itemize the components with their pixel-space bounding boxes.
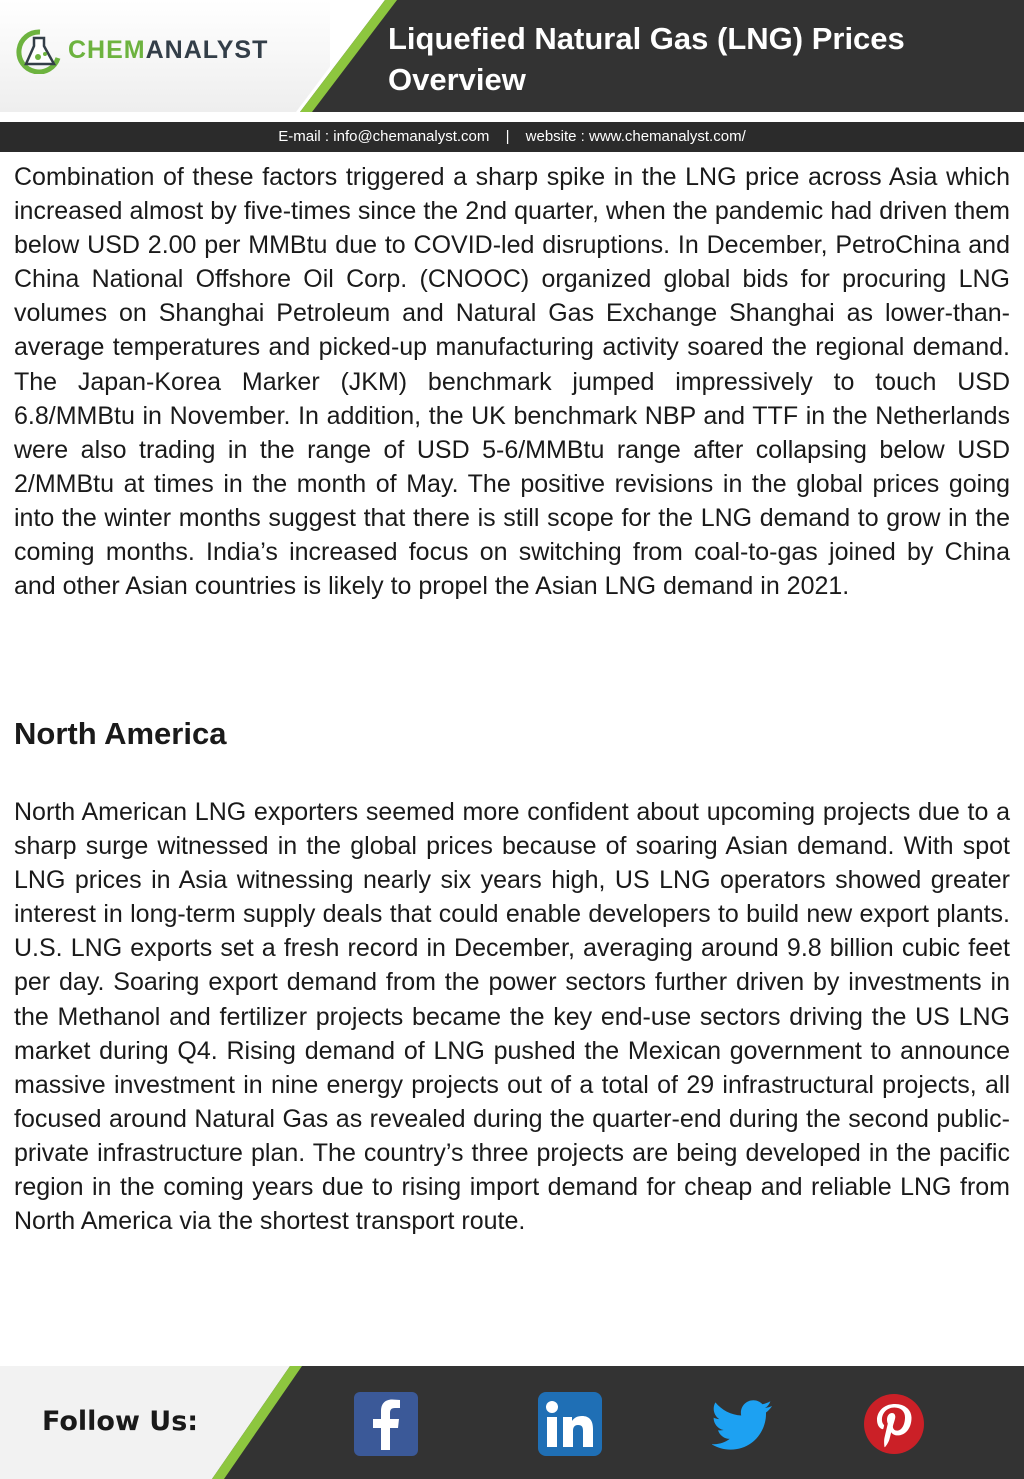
page-title: Liquefied Natural Gas (LNG) Prices Overview — [388, 21, 905, 97]
brand-logo[interactable] — [14, 26, 268, 74]
contact-bar — [0, 122, 1024, 152]
page-footer — [0, 1366, 1024, 1479]
follow-us-label: Follow Us: — [42, 1406, 199, 1437]
brand-name — [68, 36, 268, 65]
facebook-icon[interactable] — [354, 1392, 418, 1456]
linkedin-icon[interactable] — [538, 1392, 602, 1456]
paragraph-asia: Combination of these factors triggered a sharp spike in the LNG price across Asia which increased almost by five-times since the 2nd quarter, when the pandemic had driven them below USD 2.00 per MMBtu due to COVID-led disruptions. In December, PetroChina and China National Offshore Oil Corp. (CNOOC) organized global bids for procuring LNG volumes on Shanghai Petroleum and Natural Gas Exchange Shanghai as lower-than-average temperatures and picked-up manufacturing activity soared the regional demand. The Japan-Korea Marker (JKM) benchmark jumped impressively to touch USD 6.8/MMBtu in November. In addition, the UK benchmark NBP and TTF in the Netherlands were also trading in the range of USD 5-6/MMBtu range after collapsing below USD 2/MMBtu at times in the month of May. The positive revisions in the global prices going into the winter months suggest that there is still scope for the LNG demand to grow in the coming months. India’s increased focus on switching from coal-to-gas joined by China and other Asian countries is likely to propel the Asian LNG demand in 2021. — [14, 163, 1010, 601]
brand-name-part2: ANALYST — [145, 35, 269, 64]
paragraph-north-america: North American LNG exporters seemed more confident about upcoming projects due to a sharp surge witnessed in the global prices because of soaring Asian demand. With spot LNG prices in Asia witnessing nearly six years high, US LNG operators showed greater interest in long-term supply deals that could enable developers to build new export plants. U.S. LNG exports set a fresh record in December, averaging around 9.8 billion cubic feet per day. Soaring export demand from the power sectors further driven by investments in the Methanol and fertilizer projects became the key end-use sectors driving the US LNG market during Q4. Rising demand of LNG pushed the Mexican government to announce massive investment in nine energy projects out of a total of 29 infrastructural projects, all focused around Natural Gas as revealed during the quarter-end during the second public-private infrastructure plan. The country’s three projects are being developed in the pacific region in the coming years due to rising import demand for cheap and reliable LNG from North America via the shortest transport route. — [14, 798, 1010, 1236]
twitter-icon[interactable] — [712, 1392, 776, 1456]
email-link[interactable]: E-mail : info@chemanalyst.com — [278, 128, 490, 145]
contact-separator: | — [505, 128, 510, 145]
section-heading-north-america: North America — [14, 716, 227, 751]
website-link[interactable]: website : www.chemanalyst.com/ — [525, 128, 746, 145]
flask-logo-icon — [14, 26, 66, 74]
brand-name-part1: CHEM — [68, 35, 146, 64]
page-header — [0, 0, 1024, 112]
pinterest-icon[interactable] — [862, 1392, 926, 1456]
